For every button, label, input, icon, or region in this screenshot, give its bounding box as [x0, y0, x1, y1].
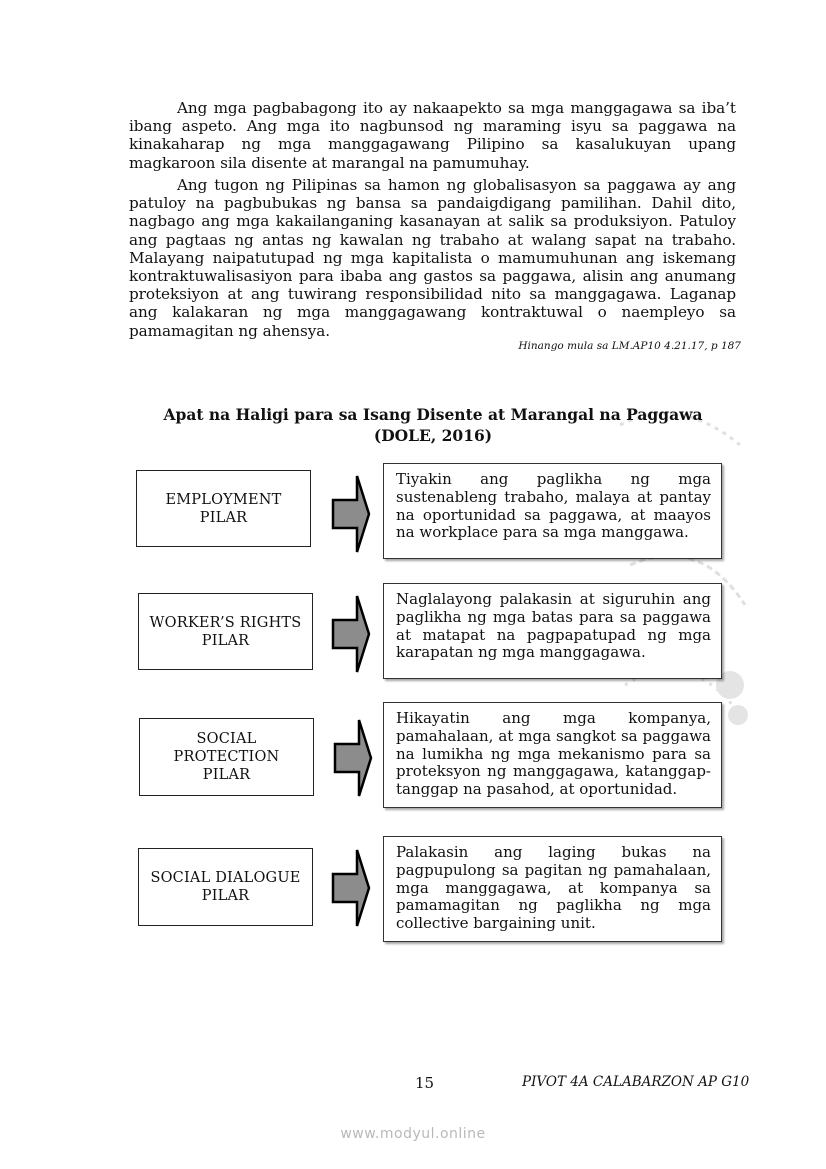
pillar-description-social-dialogue: [383, 836, 722, 942]
pillar-description-text: Hikayatin ang mga kompanya, pamahalaan, at mga sangkot sa paggawa na lumikha ng mga mekanismo para sa proteksyon ng manggagawa, katanggap-tanggap na pasahod, at oportunidad.: [396, 709, 711, 799]
pillar-label-line: PILAR: [199, 509, 248, 526]
pillar-social-protection: [139, 718, 314, 796]
pillar-description-text: Palakasin ang laging bukas na pagpupulong sa pagitan ng pamahalaan, mga manggagawa, at kompanya sa pamamagitan ng paglikha ng mga collective bargaining unit.: [396, 843, 711, 933]
paragraph-2-text: Ang tugon ng Pilipinas sa hamon ng globalisasyon sa paggawa ay ang patuloy na pagbubukas ng bansa sa pandaigdigang pamilihan. Dahil dito, nagbago ang mga kakailanganing kasanayan at salik sa produksiyon. Patuloy ang pagtaas ng antas ng kawalan ng trabaho at walang sapat na trabaho. Malayang naipatutupad ng mga kapitalista o mamumuhunan ang iskemang kontraktuwalisasiyon para ibaba ang gastos sa paggawa, alisin ang anumang proteksiyon at ang tuwirang responsibilidad nito sa manggagawa. Laganap ang kalakaran ng mga manggagawang kontraktuwal o naempleyo sa pamamagitan ng ahensya.: [129, 176, 736, 340]
figure-title: [150, 404, 716, 446]
paragraph-1-text: Ang mga pagbabagong ito ay nakaapekto sa mga manggagawa sa iba’t ibang aspeto. Ang mga ito nagbunsod ng maraming isyu sa paggawa na kinakaharap ng mga manggagawang Pilipino sa kasalukuyan upang magkaroon sila disente at marangal na pamumuhay.: [129, 99, 736, 172]
pillar-description-employment: [383, 463, 722, 559]
figure-title-line-2: (DOLE, 2016): [373, 426, 493, 445]
pillar-label-line: PILAR: [201, 888, 250, 904]
paragraph-1: [129, 99, 736, 172]
pillar-description-text: Naglalayong palakasin at siguruhin ang paglikha ng mga batas para sa paggawa at matapat na pagpapatupad ng mga karapatan ng mga manggagawa.: [396, 590, 711, 662]
pillar-label-line: PROTECTION: [173, 749, 280, 765]
source-citation: Hinango mula sa LM.AP10 4.21.17, p 187: [518, 340, 741, 352]
arrow-right-icon: [331, 594, 371, 674]
pillar-employment: [136, 470, 311, 547]
pillar-description-social-protection: [383, 702, 722, 808]
pillar-label-line: PILAR: [202, 767, 251, 783]
arrow-right-icon: [333, 718, 373, 798]
pillar-description-text: Tiyakin ang paglikha ng mga sustenableng trabaho, malaya at pantay na oportunidad sa paggawa, at maayos na workplace para sa mga manggawa.: [396, 470, 711, 542]
pillar-label-line: SOCIAL: [196, 731, 257, 747]
arrow-right-icon: [331, 848, 371, 928]
pillar-label-line: WORKER’S RIGHTS: [149, 614, 302, 631]
figure-title-line-1: Apat na Haligi para sa Isang Disente at Marangal na Paggawa: [163, 405, 703, 424]
page-number: 15: [415, 1074, 435, 1092]
watermark: www.modyul.online: [340, 1126, 486, 1142]
paragraph-2: [129, 176, 736, 340]
pillar-description-workers-rights: [383, 583, 722, 679]
pillar-label-line: PILAR: [201, 632, 250, 649]
footer-series-label: PIVOT 4A CALABARZON AP G10: [522, 1074, 750, 1090]
pillar-label-line: EMPLOYMENT: [165, 491, 282, 508]
pillar-workers-rights: [138, 593, 313, 670]
arrow-right-icon: [331, 474, 371, 554]
pillar-label-line: SOCIAL DIALOGUE: [150, 870, 301, 886]
pillar-social-dialogue: [138, 848, 313, 926]
